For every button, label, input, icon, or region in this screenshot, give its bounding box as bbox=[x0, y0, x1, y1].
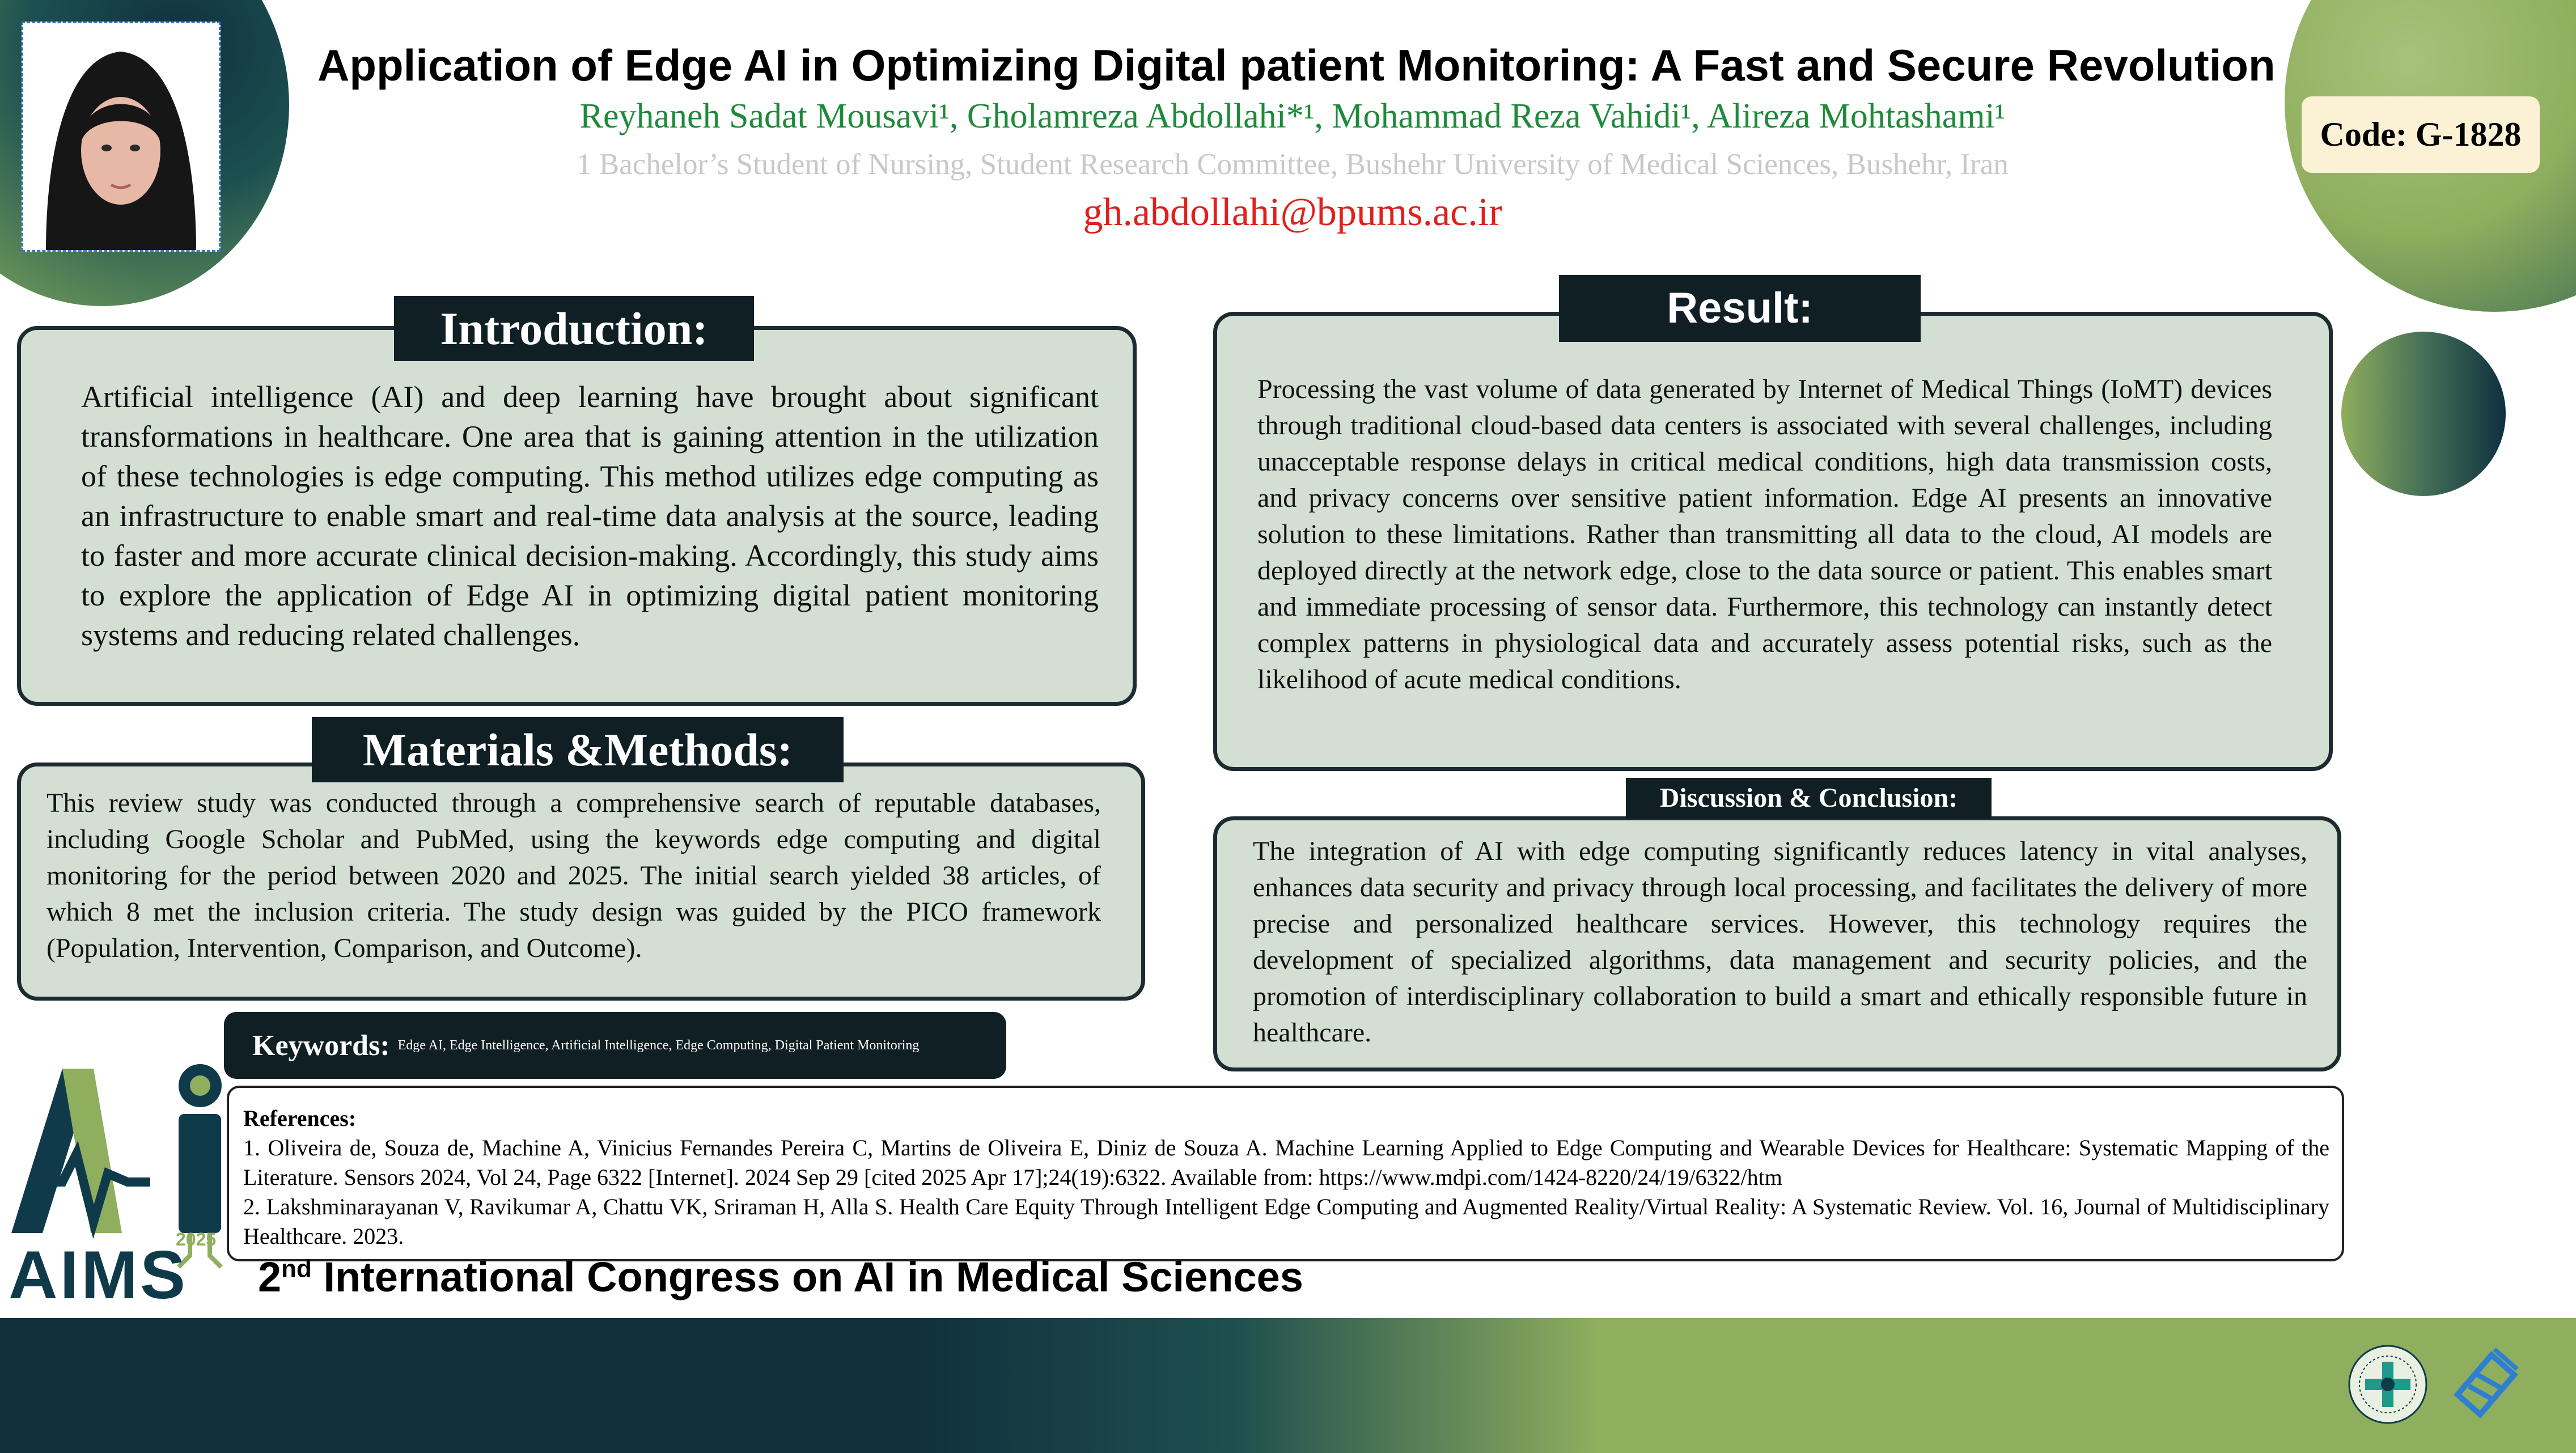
email-line[interactable]: gh.abdollahi@bpums.ac.ir bbox=[1083, 190, 1502, 234]
footer-band bbox=[0, 1318, 2576, 1453]
discussion-heading: Discussion & Conclusion: bbox=[1626, 778, 1992, 819]
poster-title: Application of Edge AI in Optimizing Digital patient Monitoring: A Fast and Secure Revolution bbox=[317, 40, 2276, 90]
aims-logo-year: 2025 bbox=[176, 1229, 217, 1249]
keywords-bar bbox=[224, 1012, 1006, 1079]
authors-line[interactable]: Reyhaneh Sadat Mousavi¹, Gholamreza Abdollahi*¹, Mohammad Reza Vahidi¹, Alireza Mohtashami¹ bbox=[579, 97, 2006, 135]
reference-item-1: 1. Oliveira de, Souza de, Machine A, Vinicius Fernandes Pereira C, Martins de Oliveira E, Diniz de Souza A. Machine Learning Applied to Edge Computing and Wearable Devices for Healthcare: Systematic Mapping of the Literature. Sensors 2024, Vol 24, Page 6322 [Internet]. 2024 Sep 29 [cited 2025 Apr 17];24(19):6322. Available from: https://www.mdpi.com/1424-8220/24/19/6322/htm bbox=[243, 1135, 2329, 1190]
references-title: References: bbox=[243, 1105, 357, 1131]
affiliation-line: 1 Bachelor’s Student of Nursing, Student Research Committee, Bushehr University of Medical Sciences, Bushehr, Iran bbox=[577, 148, 2009, 181]
keywords-label: Keywords: bbox=[252, 1029, 390, 1062]
result-body: Processing the vast volume of data generated by Internet of Medical Things (IoMT) devices through traditional cloud-based data centers is associated with several challenges, including unacceptable response delays in critical medical conditions, high data transmission costs, and privacy concerns over sensitive patient information. Edge AI presents an innovative solution to these limitations. Rather than transmitting all data to the cloud, AI models are deployed directly at the network edge, close to the data source or patient. This enables smart and immediate processing of sensor data. Furthermore, this technology can instantly detect complex patterns in physiological data and accurately assess potential risks, such as the likelihood of acute medical conditions. bbox=[1257, 374, 2272, 694]
congress-name bbox=[258, 1253, 1303, 1301]
code-badge bbox=[2302, 96, 2540, 173]
introduction-heading: Introduction: bbox=[394, 296, 754, 361]
partner-logo-icon bbox=[2449, 1344, 2523, 1423]
keywords-value: Edge AI, Edge Intelligence, Artificial Intelligence, Edge Computing, Digital Patient Monitoring bbox=[397, 1037, 920, 1053]
congress-title: International Congress on AI in Medical Sciences bbox=[311, 1253, 1303, 1301]
methods-heading: Materials &Methods: bbox=[312, 717, 844, 782]
introduction-body: Artificial intelligence (AI) and deep learning have brought about significant transformations in healthcare. One area that is gaining attention in the utilization of these technologies is edge computing. This method utilizes edge computing as an infrastructure to enable smart and real-time data analysis at the source, leading to faster and more accurate clinical decision-making. Accordingly, this study aims to explore the application of Edge AI in optimizing digital patient monitoring systems and reducing related challenges. bbox=[81, 380, 1099, 652]
author-photo bbox=[22, 22, 221, 252]
university-seal-icon bbox=[2347, 1344, 2429, 1426]
discussion-body: The integration of AI with edge computing significantly reduces latency in vital analyses, enhances data security and privacy through local processing, and facilitates the delivery of more precise and personalized healthcare services. However, this technology requires the development of specialized algorithms, data management and security policies, and the promotion of interdisciplinary collaboration to build a smart and ethically responsible future in healthcare. bbox=[1253, 836, 2307, 1048]
congress-ordinal-suffix: nd bbox=[281, 1255, 312, 1283]
methods-body: This review study was conducted through a comprehensive search of reputable databases, including Google Scholar and PubMed, using the keywords edge computing and digital monitoring for the period between 2020 and 2025. The initial search yielded 38 articles, of which 8 met the inclusion criteria. The study design was guided by the PICO framework (Population, Intervention, Comparison, and Outcome). bbox=[46, 788, 1101, 963]
right-small-circle bbox=[2341, 332, 2506, 496]
result-heading: Result: bbox=[1559, 275, 1921, 342]
aims-logo-text: AIMS bbox=[9, 1237, 188, 1313]
references-box bbox=[227, 1086, 2344, 1261]
congress-ordinal: 2 bbox=[258, 1253, 282, 1301]
code-text: Code: G-1828 bbox=[2320, 116, 2522, 153]
reference-item-2: 2. Lakshminarayanan V, Ravikumar A, Chattu VK, Sriraman H, Alla S. Health Care Equity Through Intelligent Edge Computing and Augmented Reality/Virtual Reality: A Systematic Review. Vol. 16, Journal of Multidisciplinary Healthcare. 2023. bbox=[243, 1194, 2329, 1249]
